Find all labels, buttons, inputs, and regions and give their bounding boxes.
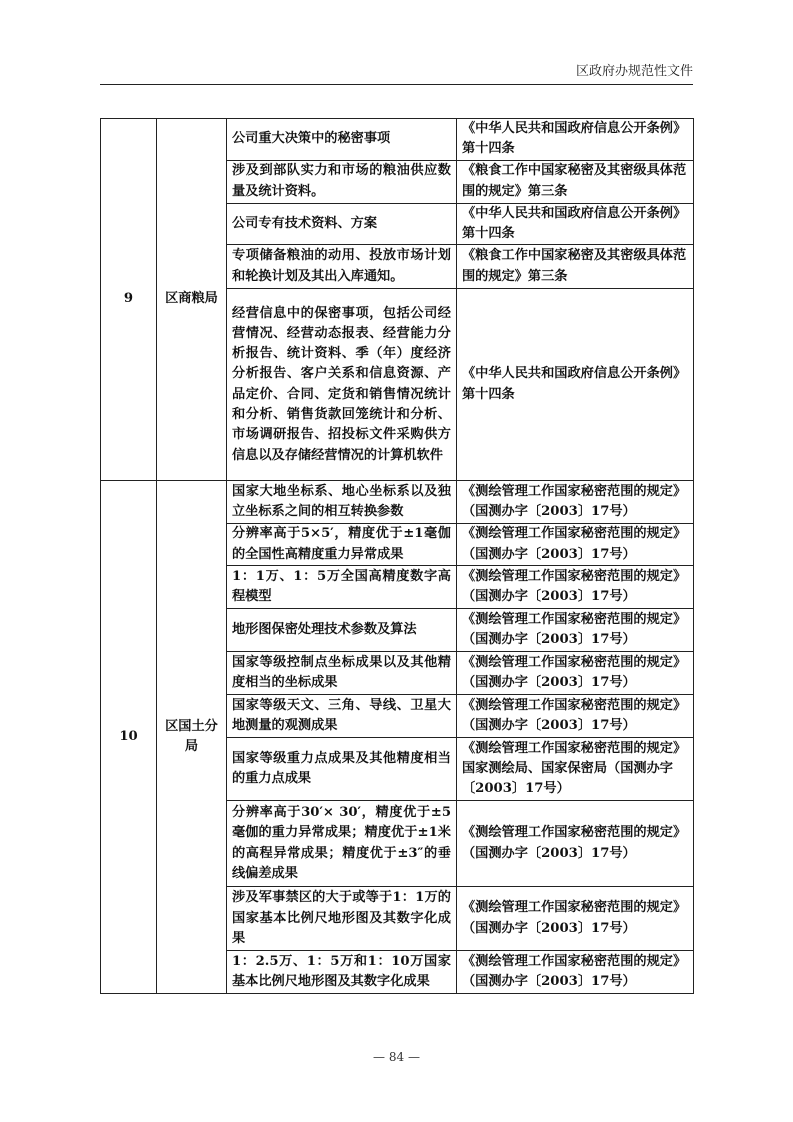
secrets-table (100, 118, 694, 994)
legal-basis: 《测绘管理工作国家秘密范围的规定》（国测办字〔2003〕17号） (457, 887, 694, 951)
page-number: — 84 — (373, 1050, 420, 1064)
legal-basis: 《中华人民共和国政府信息公开条例》第十四条 (457, 203, 694, 245)
legal-basis: 《测绘管理工作国家秘密范围的规定》（国测办字〔2003〕17号） (457, 609, 694, 652)
legal-basis: 《测绘管理工作国家秘密范围的规定》（国测办字〔2003〕17号） (457, 652, 694, 695)
table-body (101, 119, 694, 994)
header-title: 区政府办规范性文件 (575, 64, 693, 79)
table-row (101, 481, 694, 524)
legal-basis: 《测绘管理工作国家秘密范围的规定》（国测办字〔2003〕17号） (457, 524, 694, 566)
legal-basis: 《测绘管理工作国家秘密范围的规定》（国测办字〔2003〕17号） (457, 695, 694, 738)
secret-item: 公司专有技术资料、方案 (227, 203, 457, 245)
legal-basis: 《中华人民共和国政府信息公开条例》第十四条 (457, 289, 694, 481)
header-rule (100, 84, 693, 85)
legal-basis: 《测绘管理工作国家秘密范围的规定》（国测办字〔2003〕17号） (457, 951, 694, 994)
group-department: 区国土分局 (157, 481, 227, 994)
legal-basis: 《中华人民共和国政府信息公开条例》第十四条 (457, 119, 694, 161)
secret-item: 分辨率高于5×5′，精度优于±1毫伽的全国性高精度重力异常成果 (227, 524, 457, 566)
group-department: 区商粮局 (157, 119, 227, 481)
secret-item: 国家等级控制点坐标成果以及其他精度相当的坐标成果 (227, 652, 457, 695)
legal-basis: 《测绘管理工作国家秘密范围的规定》（国测办字〔2003〕17号） (457, 566, 694, 609)
secret-item: 国家大地坐标系、地心坐标系以及独立坐标系之间的相互转换参数 (227, 481, 457, 524)
secret-item: 涉及军事禁区的大于或等于1：1万的国家基本比例尺地形图及其数字化成果 (227, 887, 457, 951)
secret-item: 1：1万、1：5万全国高精度数字高程模型 (227, 566, 457, 609)
group-number: 9 (101, 119, 157, 481)
legal-basis: 《测绘管理工作国家秘密范围的规定》国家测绘局、国家保密局（国测办字〔2003〕17号） (457, 738, 694, 801)
table-row (101, 119, 694, 161)
legal-basis: 《测绘管理工作国家秘密范围的规定》（国测办字〔2003〕17号） (457, 481, 694, 524)
secret-item: 国家等级重力点成果及其他精度相当的重力点成果 (227, 738, 457, 801)
legal-basis: 《粮食工作中国家秘密及其密级具体范围的规定》第三条 (457, 245, 694, 289)
legal-basis: 《测绘管理工作国家秘密范围的规定》（国测办字〔2003〕17号） (457, 801, 694, 887)
secret-item: 经营信息中的保密事项，包括公司经营情况、经营动态报表、经营能力分析报告、统计资料、季（年）度经济分析报告、客户关系和信息资源、产品定价、合同、定货和销售情况统计和分析、销售货款回笼统计和分析、市场调研报告、招投标文件采购供方信息以及存储经营情况的计算机软件 (227, 289, 457, 481)
secret-item: 1：2.5万、1：5万和1：10万国家基本比例尺地形图及其数字化成果 (227, 951, 457, 994)
group-number: 10 (101, 481, 157, 994)
secret-item: 专项储备粮油的动用、投放市场计划和轮换计划及其出入库通知。 (227, 245, 457, 289)
legal-basis: 《粮食工作中国家秘密及其密级具体范围的规定》第三条 (457, 160, 694, 203)
secret-item: 分辨率高于30′× 30′，精度优于±5毫伽的重力异常成果；精度优于±1米的高程异常成果；精度优于±3″的垂线偏差成果 (227, 801, 457, 887)
secret-item: 地形图保密处理技术参数及算法 (227, 609, 457, 652)
secret-item: 涉及到部队实力和市场的粮油供应数量及统计资料。 (227, 160, 457, 203)
secret-item: 公司重大决策中的秘密事项 (227, 119, 457, 161)
secret-item: 国家等级天文、三角、导线、卫星大地测量的观测成果 (227, 695, 457, 738)
